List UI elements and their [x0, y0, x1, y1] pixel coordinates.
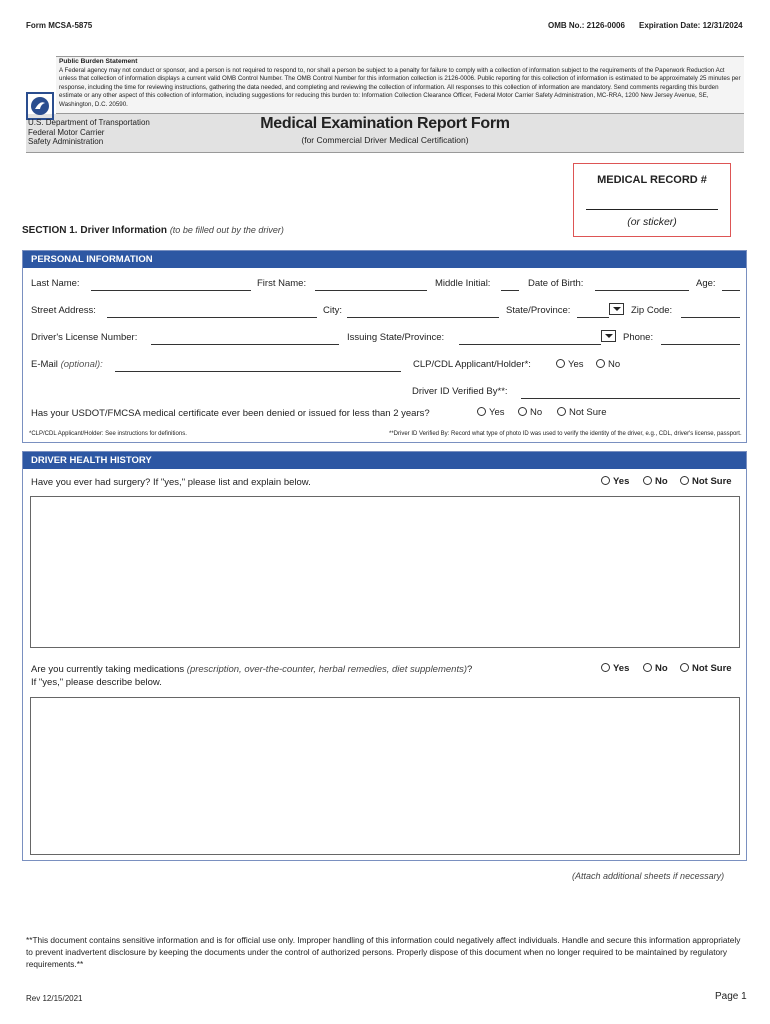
issuing-state-label: Issuing State/Province:	[347, 332, 445, 343]
medications-question	[31, 664, 472, 675]
medications-no-label: No	[655, 663, 668, 674]
license-label: Driver's License Number:	[31, 332, 138, 343]
medications-no-option[interactable]	[643, 663, 668, 674]
form-subtitle: (for Commercial Driver Medical Certification)	[301, 135, 469, 145]
clp-no-radio[interactable]	[596, 359, 605, 368]
section-1-heading	[22, 225, 284, 236]
denied-yes-radio[interactable]	[477, 407, 486, 416]
email-field[interactable]	[115, 371, 401, 372]
issuing-state-dropdown-icon[interactable]	[601, 330, 616, 342]
personal-info-heading: PERSONAL INFORMATION	[23, 251, 746, 268]
verified-label: Driver ID Verified By**:	[412, 386, 508, 397]
email-optional-note: (optional):	[60, 359, 103, 370]
agency-line-1: U.S. Department of Transportation	[28, 118, 150, 127]
surgery-yes-option[interactable]	[601, 476, 629, 487]
street-field[interactable]	[107, 317, 317, 318]
surgery-notsure-radio[interactable]	[680, 476, 689, 485]
zip-label: Zip Code:	[631, 305, 673, 316]
first-name-field[interactable]	[315, 290, 427, 291]
street-label: Street Address:	[31, 305, 96, 316]
health-history-heading: DRIVER HEALTH HISTORY	[23, 452, 746, 469]
clp-yes-label: Yes	[568, 359, 584, 370]
dob-field[interactable]	[595, 290, 689, 291]
clp-no-option[interactable]	[596, 359, 620, 370]
denied-no-option[interactable]	[518, 407, 542, 418]
city-field[interactable]	[347, 317, 499, 318]
section-1-note: (to be filled out by the driver)	[169, 225, 284, 235]
surgery-textarea[interactable]	[30, 496, 740, 648]
denied-question: Has your USDOT/FMCSA medical certificate ever been denied or issued for less than 2 years?	[31, 408, 430, 419]
health-history-panel	[22, 451, 747, 861]
last-name-field[interactable]	[91, 290, 251, 291]
medications-question-text: Are you currently taking medications	[31, 664, 185, 675]
middle-initial-label: Middle Initial:	[435, 278, 491, 289]
verified-footnote: **Driver ID Verified By: Record what type of photo ID was used to verify the identity of the driver, e.g., CDL, driver's license, passport.	[389, 431, 742, 437]
clp-footnote: *CLP/CDL Applicant/Holder: See instructions for definitions.	[29, 431, 187, 437]
revision-date: Rev 12/15/2021	[26, 994, 83, 1003]
expiration-date: Expiration Date: 12/31/2024	[639, 21, 743, 30]
surgery-question: Have you ever had surgery? If "yes," please list and explain below.	[31, 477, 311, 488]
page-number: Page 1	[715, 991, 747, 1002]
personal-info-panel	[22, 250, 747, 443]
medical-record-field[interactable]	[586, 209, 718, 210]
clp-no-label: No	[608, 359, 621, 370]
omb-number: OMB No.: 2126-0006	[548, 21, 625, 30]
medications-notsure-label: Not Sure	[692, 663, 732, 674]
burden-statement	[56, 56, 744, 114]
age-field[interactable]	[722, 290, 740, 291]
state-field[interactable]	[577, 317, 609, 318]
first-name-label: First Name:	[257, 278, 307, 289]
state-dropdown-icon[interactable]	[609, 303, 624, 315]
zip-field[interactable]	[681, 317, 740, 318]
attach-note: (Attach additional sheets if necessary)	[572, 871, 725, 881]
agency-line-3: Safety Administration	[28, 137, 104, 146]
license-field[interactable]	[151, 344, 339, 345]
clp-yes-radio[interactable]	[556, 359, 565, 368]
verified-field[interactable]	[521, 398, 740, 399]
issuing-state-field[interactable]	[459, 344, 601, 345]
email-label	[31, 359, 103, 370]
state-label: State/Province:	[506, 305, 571, 316]
denied-no-label: No	[530, 407, 543, 418]
medications-yes-option[interactable]	[601, 663, 629, 674]
medications-note: (prescription, over-the-counter, herbal remedies, diet supplements)	[186, 664, 467, 675]
last-name-label: Last Name:	[31, 278, 80, 289]
form-id: Form MCSA-5875	[26, 21, 93, 30]
denied-notsure-radio[interactable]	[557, 407, 566, 416]
denied-notsure-label: Not Sure	[569, 407, 607, 418]
denied-notsure-option[interactable]	[557, 407, 607, 418]
surgery-yes-label: Yes	[613, 476, 630, 487]
denied-yes-option[interactable]	[477, 407, 505, 418]
medications-question-end: ?	[467, 664, 473, 675]
medications-yes-radio[interactable]	[601, 663, 610, 672]
age-label: Age:	[696, 278, 716, 289]
denied-no-radio[interactable]	[518, 407, 527, 416]
surgery-notsure-option[interactable]	[680, 476, 732, 487]
email-label-text: E-Mail	[31, 359, 58, 370]
surgery-no-label: No	[655, 476, 668, 487]
surgery-no-option[interactable]	[643, 476, 668, 487]
phone-label: Phone:	[623, 332, 654, 343]
medications-textarea[interactable]	[30, 697, 740, 855]
medications-notsure-option[interactable]	[680, 663, 732, 674]
medical-record-box	[573, 163, 731, 237]
burden-text: A Federal agency may not conduct or sponsor, and a person is not required to respond to, nor shall a person be subject to a penalty for failure to comply with a collection of information subject to the requirements of the Paperwork Reduction Act unless that collection of information displays a current valid OMB Control Number. The OMB Control Number for this information collection is 2126-0006. Public reporting for this collection of information is estimated to be approximately 25 minutes per response, including the time for reviewing instructions, gathering the data needed, and completing and reviewing the collection of information. All responses to this collection of information are mandatory. Send comments regarding this burden estimate or any other aspect of this collection of information, including suggestions for reducing this burden to: Information Collection Clearance Officer, Federal Motor Carrier Safety Administration, MC-RRA, 1200 New Jersey Avenue, SE, Washington, D.C. 20590.	[59, 66, 741, 108]
medical-record-label: MEDICAL RECORD #	[597, 174, 707, 186]
denied-yes-label: Yes	[489, 407, 505, 418]
city-label: City:	[323, 305, 342, 316]
surgery-notsure-label: Not Sure	[692, 476, 732, 487]
burden-title: Public Burden Statement	[59, 58, 138, 65]
medications-notsure-radio[interactable]	[680, 663, 689, 672]
clp-label: CLP/CDL Applicant/Holder*:	[413, 359, 531, 370]
surgery-yes-radio[interactable]	[601, 476, 610, 485]
middle-initial-field[interactable]	[501, 290, 519, 291]
section-1-title: SECTION 1. Driver Information	[22, 225, 168, 236]
agency-line-2: Federal Motor Carrier	[28, 127, 105, 137]
medications-no-radio[interactable]	[643, 663, 652, 672]
form-title: Medical Examination Report Form	[260, 115, 510, 132]
medications-yes-label: Yes	[613, 663, 630, 674]
surgery-no-radio[interactable]	[643, 476, 652, 485]
clp-yes-option[interactable]	[556, 359, 584, 370]
medications-describe: If "yes," please describe below.	[31, 677, 162, 688]
sticker-label: (or sticker)	[627, 216, 677, 228]
dob-label: Date of Birth:	[528, 278, 584, 289]
sensitive-notice: **This document contains sensitive information and is for official use only. Improper handling of this information could negatively affect individuals. Handle and secure this information appropriately to prevent inadvertent disclosure by keeping the documents under the control of authorized persons. Properly dispose of this document when no longer required to be maintained by regulatory requirements.**	[26, 935, 741, 969]
phone-field[interactable]	[661, 344, 740, 345]
